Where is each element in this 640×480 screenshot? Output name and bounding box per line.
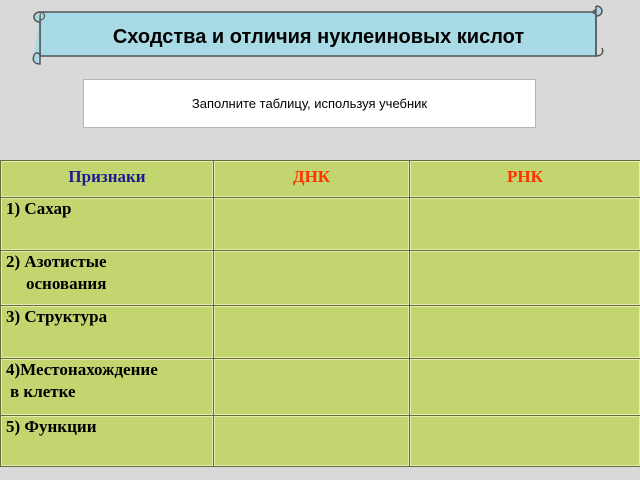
feature-cell	[1, 198, 214, 251]
feature-cell	[1, 359, 214, 416]
rna-cell[interactable]	[410, 198, 640, 251]
feature-label: 2) Азотистые	[6, 252, 107, 271]
header-dna: ДНК	[214, 161, 410, 198]
page-title: Сходства и отличия нуклеиновых кислот	[112, 26, 525, 48]
feature-cell	[1, 416, 214, 467]
dna-cell[interactable]	[214, 198, 410, 251]
feature-cell	[1, 306, 214, 359]
dna-cell[interactable]	[214, 416, 410, 467]
table-row	[1, 306, 640, 359]
table-row	[1, 198, 640, 251]
dna-cell[interactable]	[214, 306, 410, 359]
rna-cell[interactable]	[410, 306, 640, 359]
feature-label: 4)Местонахождение	[6, 360, 158, 379]
table-row	[1, 251, 640, 306]
feature-label: 1) Сахар	[6, 199, 72, 218]
rna-cell[interactable]	[410, 359, 640, 416]
instruction-text: Заполните таблицу, используя учебник	[191, 96, 428, 111]
dna-cell[interactable]	[214, 251, 410, 306]
feature-label-cont: в клетке	[10, 382, 76, 401]
table-row	[1, 416, 640, 467]
feature-label-cont: основания	[26, 274, 107, 293]
feature-label: 3) Структура	[6, 307, 108, 326]
rna-cell[interactable]	[410, 416, 640, 467]
instruction-box	[83, 79, 536, 128]
feature-cell	[1, 251, 214, 306]
dna-cell[interactable]	[214, 359, 410, 416]
table-header-row	[1, 161, 640, 198]
header-features: Признаки	[1, 161, 214, 198]
rna-cell[interactable]	[410, 251, 640, 306]
title-banner	[28, 4, 608, 66]
header-rna: РНК	[410, 161, 640, 198]
comparison-table	[0, 160, 640, 460]
feature-label: 5) Функции	[6, 417, 97, 436]
table-row	[1, 359, 640, 416]
